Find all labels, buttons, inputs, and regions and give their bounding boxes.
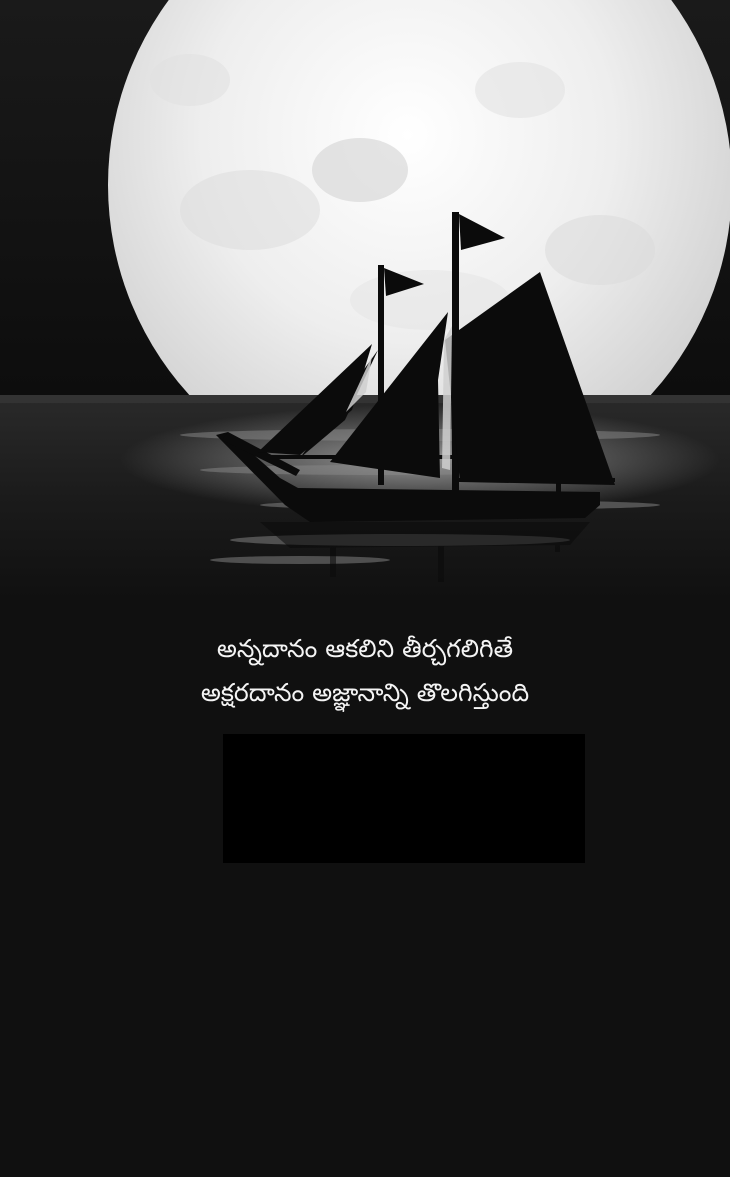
horizon-haze — [0, 395, 730, 403]
quote-line-2: అక్షరదానం అజ్ఞానాన్ని తొలగిస్తుంది — [200, 678, 530, 707]
redaction-box — [223, 734, 585, 863]
quote-line-1: అన్నదానం ఆకలిని తీర్చగలిగితే — [216, 634, 514, 663]
